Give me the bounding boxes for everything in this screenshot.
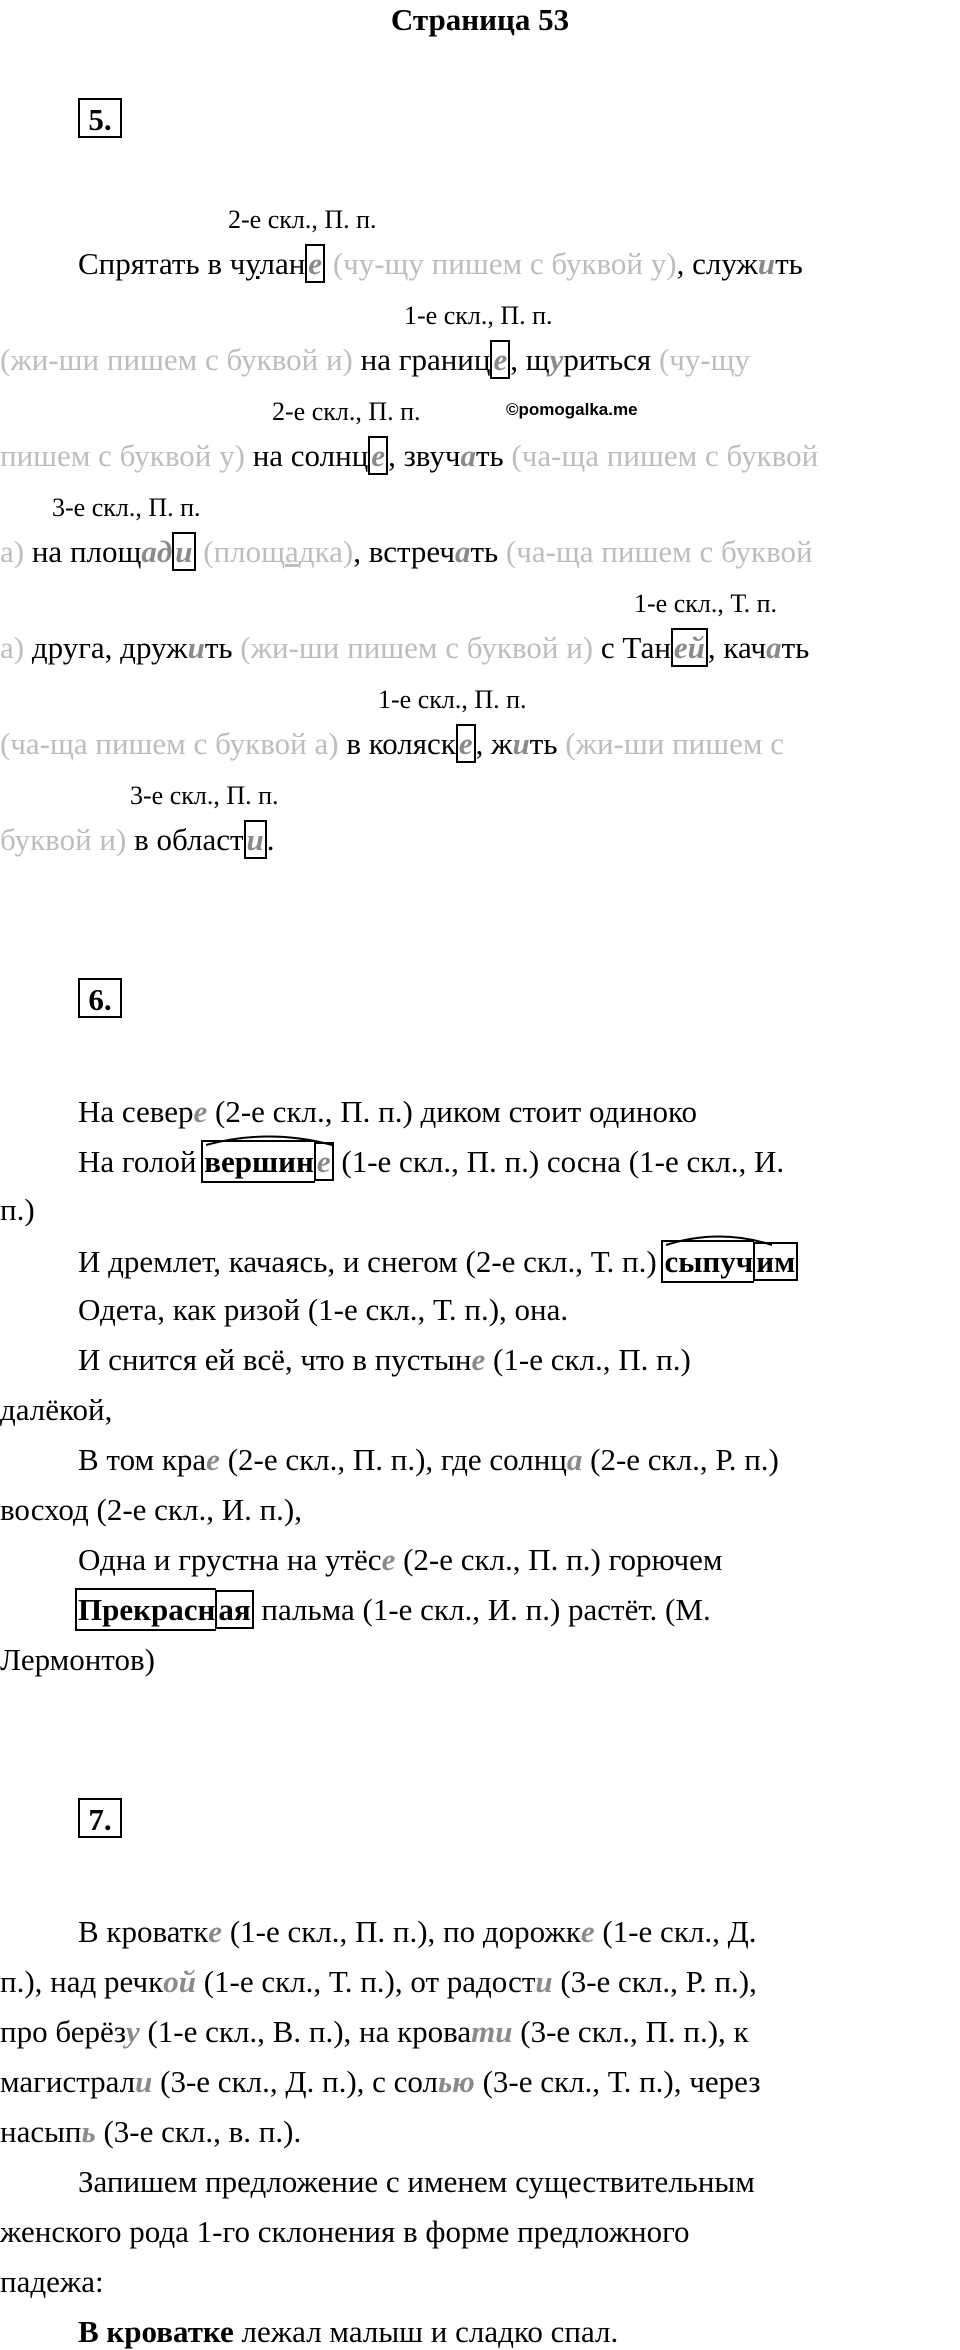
text-line: про берёзу (1-е скл., В. п.), на кровати (3-е скл., П. п.), к xyxy=(0,2014,749,2049)
text-line: магистрали (3-е скл., Д. п.), с солью (3-е скл., Т. п.), через xyxy=(0,2064,761,2099)
text-line: (ча-ща пишем с буквой а) в коляске, жить (жи-ши пишем с xyxy=(0,726,785,761)
text-line: п.), над речкой (1-е скл., Т. п.), от радости (3-е скл., Р. п.), xyxy=(0,1964,757,1999)
text-line: В кроватке (1-е скл., П. п.), по дорожке (1-е скл., Д. xyxy=(78,1914,757,1949)
text-line: В том крае (2-е скл., П. п.), где солнца (2-е скл., Р. п.) xyxy=(78,1442,779,1477)
page-title: Страница 53 xyxy=(390,2,570,37)
text-line: На голой вершин е (1-е скл., П. п.) сосна (1-е скл., И. xyxy=(78,1144,784,1180)
text-line: далёкой, xyxy=(0,1392,113,1427)
text-line: И снится ей всё, что в пустыне (1-е скл., П. п.) xyxy=(78,1342,691,1377)
text-line: (жи-ши пишем с буквой и) на границе, щуриться (чу-щу xyxy=(0,342,751,377)
text-line: женского рода 1-го склонения в форме предложного xyxy=(0,2214,690,2249)
case-note: 2-е скл., П. п. xyxy=(272,397,421,426)
text-line: Прекрасн ая пальма (1-е скл., И. п.) растёт. (М. xyxy=(78,1592,711,1628)
text-line: пишем с буквой у) на солнце, звучать (ча-ща пишем с буквой xyxy=(0,438,819,473)
case-note: 1-е скл., П. п. xyxy=(404,301,553,330)
watermark: ©pomogalka.me xyxy=(506,400,638,419)
case-note: 1-е скл., П. п. xyxy=(378,685,527,714)
text-line: восход (2-е скл., И. п.), xyxy=(0,1492,302,1527)
answer-sentence: В кроватке лежал малыш и сладко спал. xyxy=(78,2314,619,2349)
case-note: 3-е скл., П. п. xyxy=(130,781,279,810)
text-line: И дремлет, качаясь, и снегом (2-е скл., Т. п.) сыпуч им xyxy=(78,1244,798,1280)
text-line: а) друга, дружить (жи-ши пишем с буквой и) с Таней, качать xyxy=(0,630,810,665)
text-line: п.) xyxy=(0,1192,35,1227)
exercise-number-6: 6. xyxy=(78,978,122,1018)
case-note: 3-е скл., П. п. xyxy=(52,493,201,522)
text-line: падежа: xyxy=(0,2264,104,2299)
case-note: 2-е скл., П. п. xyxy=(228,205,377,234)
text-line: Одна и грустна на утёсе (2-е скл., П. п.) горючем xyxy=(78,1542,723,1577)
text-line: буквой и) в области. xyxy=(0,822,275,857)
exercise-number-5: 5. xyxy=(78,98,122,138)
text-line: насыпь (3-е скл., в. п.). xyxy=(0,2114,302,2149)
word-stem: вершин xyxy=(204,1144,314,1179)
word-stem: сыпуч xyxy=(664,1244,753,1279)
case-note: 1-е скл., Т. п. xyxy=(634,589,778,618)
text-line: Спрятать в чулане (чу-щу пишем с буквой у), служить xyxy=(78,246,803,281)
text-line: На севере (2-е скл., П. п.) диком стоит одиноко xyxy=(78,1094,697,1129)
exercise-number-7: 7. xyxy=(78,1798,122,1838)
text-line: Одета, как ризой (1-е скл., Т. п.), она. xyxy=(78,1292,569,1327)
word-stem: Прекрасн xyxy=(78,1592,215,1627)
text-line: а) на площади (площадка), встречать (ча-ща пишем с буквой xyxy=(0,534,813,569)
text-line: Лермонтов) xyxy=(0,1642,155,1677)
text-line: Запишем предложение с именем существительным xyxy=(78,2164,755,2199)
